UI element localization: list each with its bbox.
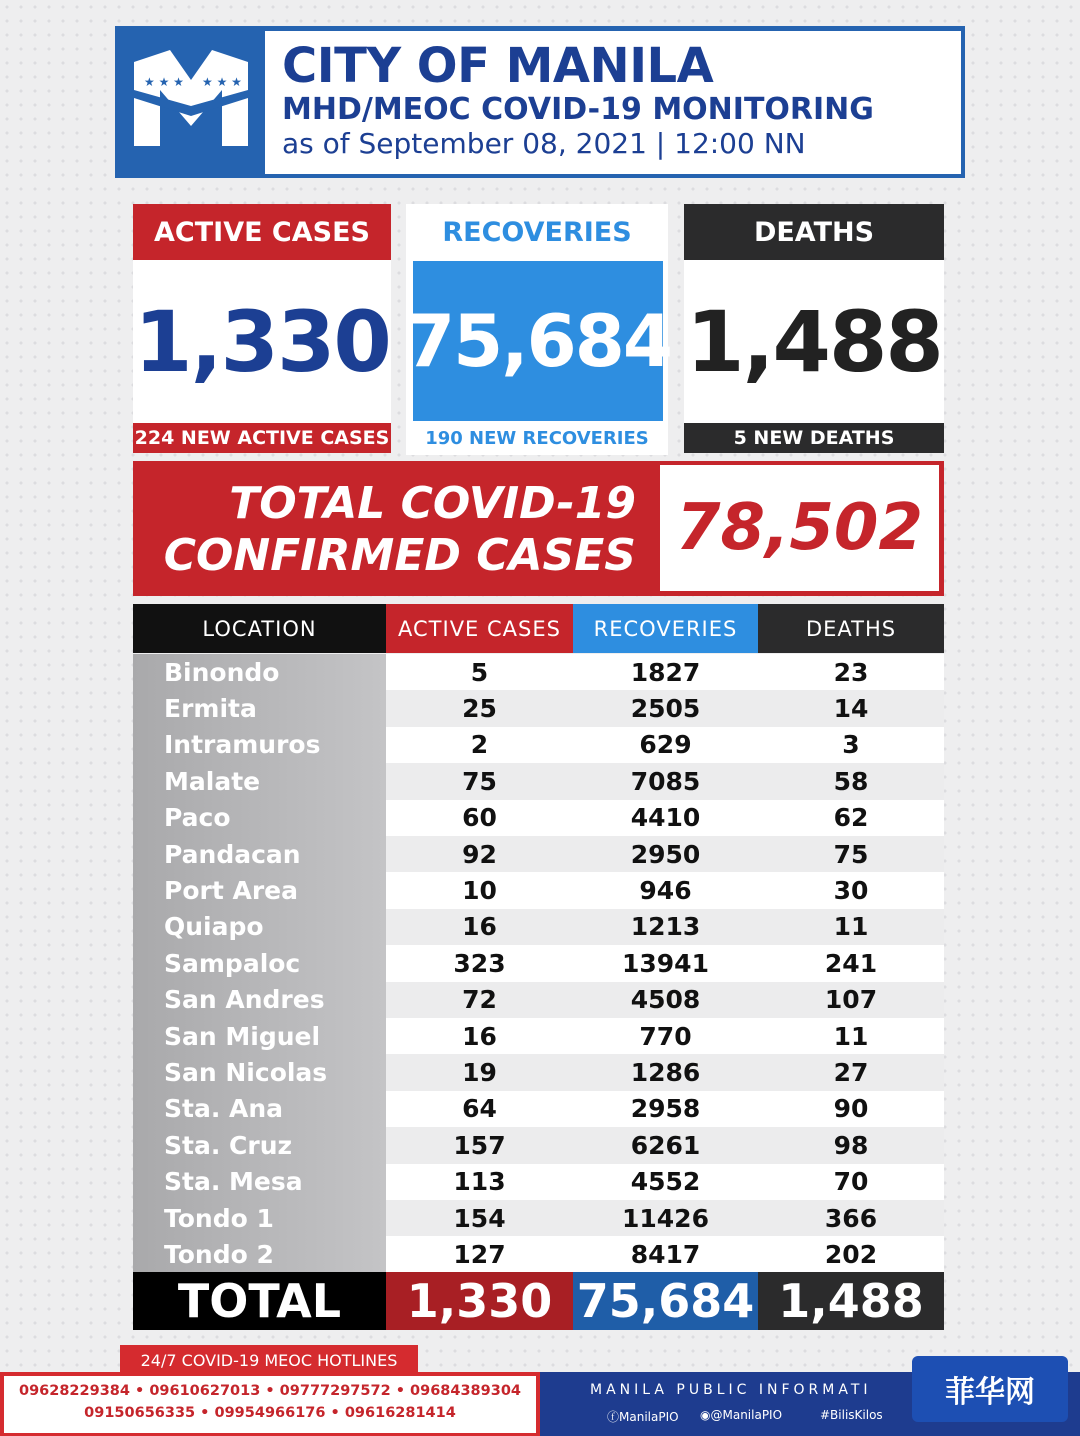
cell-location: Malate: [133, 763, 386, 799]
active-cases-label: ACTIVE CASES: [133, 204, 391, 260]
new-active-cases: 224 NEW ACTIVE CASES: [133, 423, 391, 453]
cell-active-cases: 154: [386, 1200, 573, 1236]
cell-active-cases: 19: [386, 1054, 573, 1090]
facebook-handle-text: ManilaPIO: [619, 1410, 679, 1424]
total-deaths: 1,488: [758, 1272, 944, 1330]
cell-active-cases: 10: [386, 872, 573, 908]
hotline-numbers-line1: 09628229384 • 09610627013 • 09777297572 • 09684389304: [18, 1383, 521, 1399]
total-confirmed-value: 78,502: [660, 465, 939, 591]
new-deaths: 5 NEW DEATHS: [684, 423, 944, 453]
as-of-date: as of September 08, 2021 | 12:00 NN: [282, 127, 806, 160]
recoveries-label: RECOVERIES: [406, 204, 668, 260]
cell-recoveries: 4552: [573, 1164, 758, 1200]
header-location: LOCATION: [133, 604, 386, 653]
cell-recoveries: 13941: [573, 945, 758, 981]
cell-recoveries: 1827: [573, 654, 758, 690]
cell-deaths: 23: [758, 654, 944, 690]
cell-active-cases: 113: [386, 1164, 573, 1200]
total-confirmed-label-line2: CONFIRMED CASES: [163, 530, 636, 581]
header-recoveries: RECOVERIES: [573, 604, 758, 653]
facebook-handle[interactable]: [607, 1408, 679, 1425]
cell-deaths: 202: [758, 1236, 944, 1272]
svg-text:★ ★ ★: ★ ★ ★: [144, 75, 184, 89]
cell-active-cases: 64: [386, 1091, 573, 1127]
new-recoveries: 190 NEW RECOVERIES: [406, 423, 668, 453]
deaths-label: DEATHS: [684, 204, 944, 260]
table-row: [133, 654, 944, 690]
page-subtitle: MHD/MEOC COVID-19 MONITORING: [282, 92, 874, 127]
cell-active-cases: 127: [386, 1236, 573, 1272]
cell-active-cases: 92: [386, 836, 573, 872]
cell-recoveries: 946: [573, 872, 758, 908]
hashtag: #BilisKilos: [820, 1408, 883, 1422]
cell-active-cases: 157: [386, 1127, 573, 1163]
cell-recoveries: 8417: [573, 1236, 758, 1272]
table-row: [133, 690, 944, 726]
cell-deaths: 11: [758, 1018, 944, 1054]
table-row: [133, 872, 944, 908]
cell-recoveries: 770: [573, 1018, 758, 1054]
cell-recoveries: 2505: [573, 690, 758, 726]
cell-location: San Miguel: [133, 1018, 386, 1054]
cell-deaths: 107: [758, 982, 944, 1018]
cell-deaths: 70: [758, 1164, 944, 1200]
cell-recoveries: 4410: [573, 800, 758, 836]
cell-location: Sta. Cruz: [133, 1127, 386, 1163]
recoveries-value: 75,684: [413, 261, 663, 421]
header-deaths: DEATHS: [758, 604, 944, 653]
table-row: [133, 836, 944, 872]
cell-deaths: 90: [758, 1091, 944, 1127]
hotline-numbers-line2: 09150656335 • 09954966176 • 09616281414: [84, 1405, 456, 1421]
cell-location: Binondo: [133, 654, 386, 690]
cell-recoveries: 629: [573, 727, 758, 763]
table-row: [133, 1054, 944, 1090]
cell-deaths: 62: [758, 800, 944, 836]
active-cases-value: 1,330: [133, 260, 391, 423]
cell-deaths: 14: [758, 690, 944, 726]
total-label: TOTAL: [133, 1272, 386, 1330]
cell-recoveries: 1286: [573, 1054, 758, 1090]
cell-recoveries: 11426: [573, 1200, 758, 1236]
cell-location: San Nicolas: [133, 1054, 386, 1090]
cell-deaths: 75: [758, 836, 944, 872]
table-row: [133, 727, 944, 763]
cell-deaths: 30: [758, 872, 944, 908]
cell-recoveries: 2950: [573, 836, 758, 872]
cell-deaths: 27: [758, 1054, 944, 1090]
location-table: [133, 604, 944, 1330]
table-row: [133, 1164, 944, 1200]
table-row: [133, 982, 944, 1018]
cell-recoveries: 7085: [573, 763, 758, 799]
cell-deaths: 98: [758, 1127, 944, 1163]
cell-location: Ermita: [133, 690, 386, 726]
facebook-icon: ⓕ: [607, 1410, 620, 1424]
cell-deaths: 11: [758, 909, 944, 945]
org-name: MANILA PUBLIC INFORMATI: [590, 1382, 872, 1398]
table-row: [133, 945, 944, 981]
page-title: CITY OF MANILA: [282, 38, 714, 94]
deaths-value: 1,488: [684, 260, 944, 423]
total-confirmed-label-line1: TOTAL COVID-19: [229, 478, 636, 529]
manila-logo-icon: [130, 46, 252, 150]
cell-location: Sta. Ana: [133, 1091, 386, 1127]
twitter-icon: ◉: [700, 1408, 711, 1422]
table-row: [133, 1200, 944, 1236]
cell-recoveries: 4508: [573, 982, 758, 1018]
cell-location: Tondo 1: [133, 1200, 386, 1236]
cell-location: Quiapo: [133, 909, 386, 945]
watermark-logo: 菲华网: [912, 1356, 1068, 1422]
cell-location: Sta. Mesa: [133, 1164, 386, 1200]
total-recoveries: 75,684: [573, 1272, 758, 1330]
twitter-handle[interactable]: [700, 1408, 782, 1422]
cell-deaths: 241: [758, 945, 944, 981]
cell-active-cases: 323: [386, 945, 573, 981]
cell-active-cases: 5: [386, 654, 573, 690]
cell-deaths: 58: [758, 763, 944, 799]
cell-active-cases: 16: [386, 1018, 573, 1054]
cell-location: Paco: [133, 800, 386, 836]
cell-location: Sampaloc: [133, 945, 386, 981]
cell-recoveries: 2958: [573, 1091, 758, 1127]
cell-deaths: 3: [758, 727, 944, 763]
cell-active-cases: 2: [386, 727, 573, 763]
table-header-row: [133, 604, 944, 653]
cell-active-cases: 72: [386, 982, 573, 1018]
twitter-handle-text: @ManilaPIO: [710, 1408, 783, 1422]
header-active-cases: ACTIVE CASES: [386, 604, 573, 653]
table-row: [133, 800, 944, 836]
cell-recoveries: 6261: [573, 1127, 758, 1163]
cell-location: San Andres: [133, 982, 386, 1018]
cell-active-cases: 60: [386, 800, 573, 836]
cell-location: Tondo 2: [133, 1236, 386, 1272]
hotline-title: 24/7 COVID-19 MEOC HOTLINES: [120, 1345, 418, 1375]
table-row: [133, 1018, 944, 1054]
table-row: [133, 1091, 944, 1127]
svg-text:★ ★ ★: ★ ★ ★: [202, 75, 242, 89]
cell-recoveries: 1213: [573, 909, 758, 945]
table-row: [133, 1127, 944, 1163]
cell-active-cases: 16: [386, 909, 573, 945]
cell-location: Intramuros: [133, 727, 386, 763]
cell-location: Pandacan: [133, 836, 386, 872]
cell-deaths: 366: [758, 1200, 944, 1236]
table-total-row: [133, 1272, 944, 1330]
cell-location: Port Area: [133, 872, 386, 908]
table-row: [133, 909, 944, 945]
total-active-cases: 1,330: [386, 1272, 573, 1330]
table-row: [133, 1236, 944, 1272]
table-row: [133, 763, 944, 799]
cell-active-cases: 25: [386, 690, 573, 726]
cell-active-cases: 75: [386, 763, 573, 799]
